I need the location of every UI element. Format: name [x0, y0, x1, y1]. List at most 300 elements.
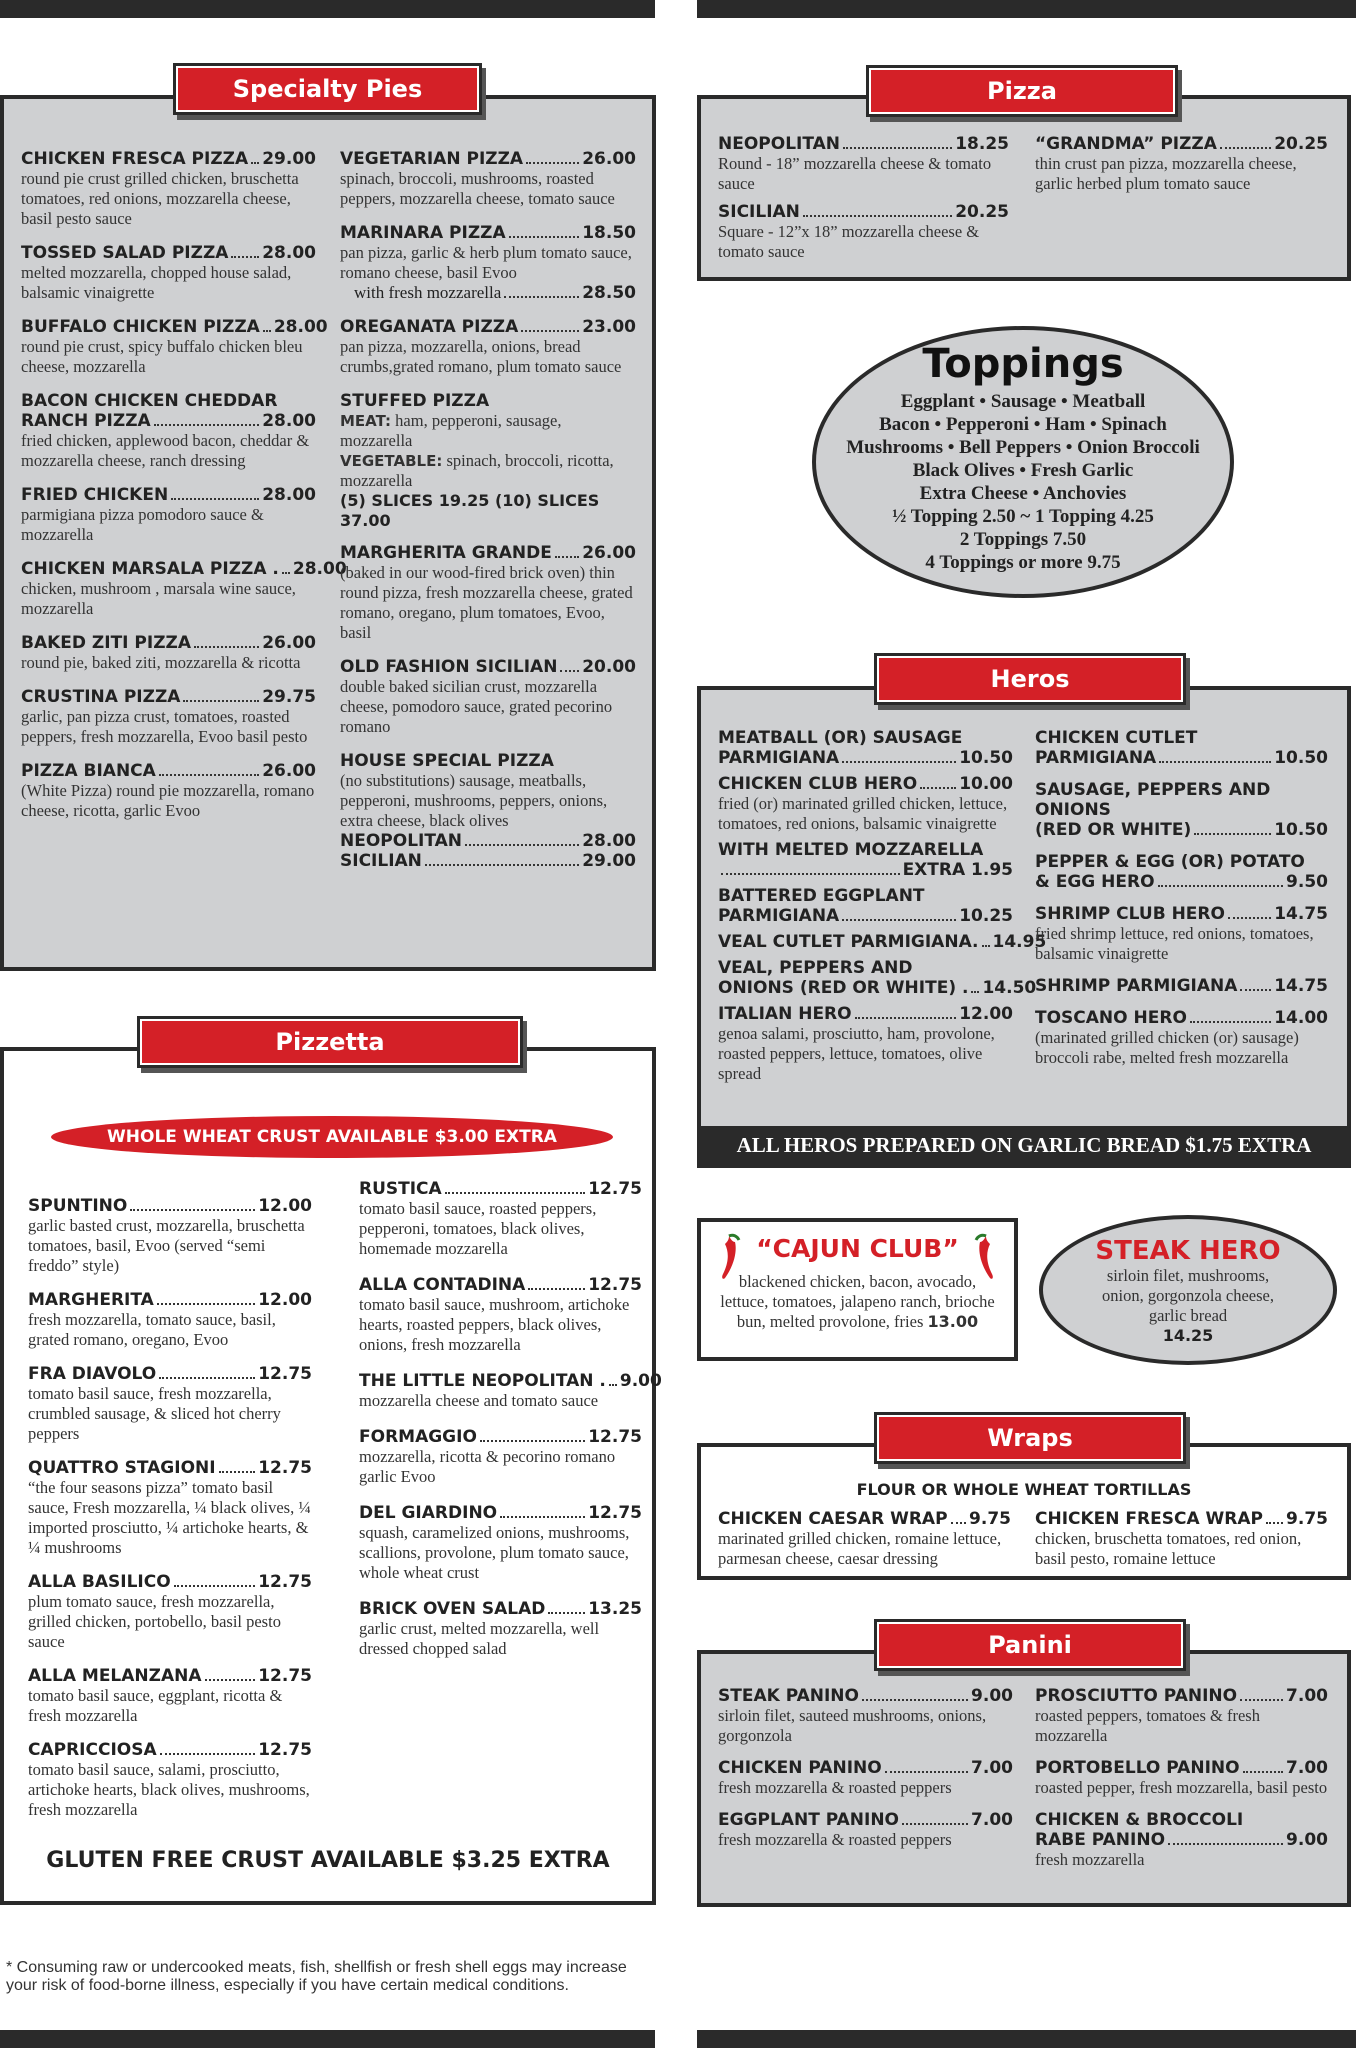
item-name-row: [718, 1810, 1013, 1830]
item-desc: “the four seasons pizza” tomato basil sauce, Fresh mozzarella, ¼ black olives, ¼ imported prosciutto, ¼ artichoke hearts, & ¼ mushrooms: [28, 1478, 311, 1557]
item-price: 14.50: [982, 978, 1037, 998]
item-desc: tomato basil sauce, mushroom, artichoke hearts, roasted peppers, black olives, onions, fresh mozzarella: [359, 1295, 630, 1354]
vegetable-desc: spinach, broccoli, ricotta, mozzarella: [340, 451, 614, 490]
item-price: 20.25: [1274, 134, 1328, 154]
item-name: CHICKEN CLUB HERO: [718, 774, 918, 794]
item-desc: garlic, pan pizza crust, tomatoes, roasted peppers, fresh mozzarella, Evoo basil pesto: [21, 707, 308, 746]
item-name: CHICKEN FRESCA WRAP: [1035, 1509, 1264, 1529]
pizza-right-column: [1035, 134, 1328, 206]
item-price: 18.25: [955, 134, 1009, 154]
item-name-row: [1035, 904, 1328, 924]
menu-item: [340, 657, 636, 737]
menu-item: [28, 1740, 312, 1820]
item-name: CHICKEN MARSALA PIZZA .: [21, 559, 279, 579]
item-name-row: [359, 1179, 642, 1199]
leader-dots: [205, 1679, 256, 1681]
leader-dots: [951, 1522, 966, 1524]
item-name-row: [1035, 1758, 1328, 1778]
item-name: ALLA MELANZANA: [28, 1666, 202, 1686]
menu-item: [359, 1371, 662, 1411]
leader-dots: [1168, 1843, 1283, 1845]
item-name: TOSSED SALAD PIZZA: [21, 243, 229, 263]
topping-line: Black Olives • Fresh Garlic: [912, 460, 1134, 481]
item-price: 26.00: [582, 149, 636, 169]
item-name-line: CHICKEN CUTLET: [1035, 728, 1198, 748]
item-name-row: [1035, 872, 1328, 892]
pizzetta-left-column: [28, 1196, 312, 1834]
menu-item: [1035, 1509, 1328, 1569]
item-name-row: [21, 411, 316, 431]
leader-dots: [609, 1384, 617, 1386]
item-name-row: [718, 906, 1013, 926]
specialty-left-column: [21, 149, 347, 835]
item-name-row: [340, 149, 636, 169]
item-name: ONIONS (RED OR WHITE) .: [718, 978, 969, 998]
panini-left-column: [718, 1686, 1013, 1862]
leader-dots: [159, 774, 259, 776]
menu-item: [21, 243, 316, 303]
leader-dots: [159, 1377, 255, 1379]
item-name-line: MEATBALL (OR) SAUSAGE: [718, 728, 963, 748]
item-desc: roasted peppers, tomatoes & fresh mozzarella: [1035, 1706, 1260, 1745]
item-desc: genoa salami, prosciutto, ham, provolone, roasted peppers, lettuce, tomatoes, olive spread: [718, 1024, 995, 1083]
vegetable-label: VEGETABLE:: [340, 452, 443, 470]
item-desc: fried chicken, applewood bacon, cheddar & mozzarella cheese, ranch dressing: [21, 431, 310, 470]
menu-item: [718, 202, 1009, 262]
item-name: CRUSTINA PIZZA: [21, 687, 181, 707]
item-name: ITALIAN HERO: [718, 1004, 852, 1024]
item-name-row: [28, 1364, 312, 1384]
item-price: 12.75: [258, 1572, 312, 1592]
heros-left-column: [718, 728, 1047, 1090]
pizzetta-panel: [0, 1047, 662, 1905]
item-desc: (baked in our wood-fired brick oven) thin round pizza, fresh mozzarella cheese, grated romano, oregano, plum tomatoes, Evoo, basil: [340, 563, 633, 642]
leader-dots: [1190, 1021, 1271, 1023]
menu-item: [21, 559, 347, 619]
item-price: 12.00: [959, 1004, 1013, 1024]
wraps-header: Wraps: [877, 1415, 1183, 1461]
topping-line: Bacon • Pepperoni • Ham • Spinach: [879, 414, 1167, 435]
item-name: BUFFALO CHICKEN PIZZA: [21, 317, 260, 337]
menu-item: [718, 1758, 1013, 1798]
steak-hero-price: 14.25: [1162, 1326, 1214, 1345]
steak-hero-desc: sirloin filet, mushrooms, onion, gorgonzola cheese, garlic bread: [1102, 1266, 1274, 1325]
extra-price: 28.50: [582, 283, 636, 303]
item-name: QUATTRO STAGIONI: [28, 1458, 216, 1478]
item-price: 7.00: [1286, 1758, 1328, 1778]
item-name-row: [359, 1503, 642, 1523]
leader-dots: [1266, 1522, 1283, 1524]
topping-line: 2 Toppings 7.50: [959, 529, 1087, 550]
item-name: CHICKEN FRESCA PIZZA: [21, 149, 249, 169]
meat-label: MEAT:: [340, 412, 392, 430]
item-name-row: [1035, 1008, 1328, 1028]
item-price: 26.00: [262, 761, 316, 781]
item-desc: tomato basil sauce, eggplant, ricotta & fresh mozzarella: [28, 1686, 283, 1725]
item-price: 10.50: [1274, 748, 1328, 768]
leader-dots: [263, 330, 271, 332]
menu-item: [718, 886, 1013, 926]
item-name: OLD FASHION SICILIAN: [340, 657, 558, 677]
leader-dots: [480, 1440, 585, 1442]
item-desc: squash, caramelized onions, mushrooms, scallions, provolone, plum tomato sauce, whole wheat crust: [359, 1523, 630, 1582]
item-name: FRA DIAVOLO: [28, 1364, 157, 1384]
leader-dots: [528, 1288, 585, 1290]
item-name-row: [718, 134, 1009, 154]
menu-item: [340, 223, 636, 303]
item-price: 14.75: [1274, 976, 1328, 996]
menu-item: [718, 1810, 1013, 1850]
item-name-line: BACON CHICKEN CHEDDAR: [21, 391, 278, 411]
item-price: 7.00: [971, 1758, 1013, 1778]
item-name-row: [359, 1427, 642, 1447]
item-name-row: [28, 1740, 312, 1760]
item-desc: fresh mozzarella, tomato sauce, basil, grated romano, oregano, Evoo: [28, 1310, 276, 1349]
item-name: MARGHERITA: [28, 1290, 154, 1310]
item-name-line: VEAL, PEPPERS AND: [718, 958, 913, 978]
item-name-row: [718, 1758, 1013, 1778]
item-price: 12.75: [258, 1666, 312, 1686]
slices-price: (5) SLICES 19.25 (10) SLICES 37.00: [340, 491, 600, 530]
item-name: SPUNTINO: [28, 1196, 128, 1216]
leader-dots: [862, 1699, 968, 1701]
pizzetta-right-column: [359, 1179, 662, 1675]
menu-item: [718, 1004, 1013, 1084]
item-desc: chicken, bruschetta tomatoes, red onion, basil pesto, romaine lettuce: [1035, 1529, 1302, 1568]
menu-item: [1035, 976, 1328, 996]
item-name: HOUSE SPECIAL PIZZA: [340, 751, 554, 771]
menu-item: [28, 1666, 312, 1726]
leader-dots: [885, 1771, 968, 1773]
item-name-row: [340, 223, 636, 243]
item-name: VEAL CUTLET PARMIGIANA.: [718, 932, 979, 952]
leader-dots: [504, 296, 579, 298]
topping-line: Mushrooms • Bell Peppers • Onion Broccoli: [846, 437, 1200, 458]
item-name-row: [28, 1572, 312, 1592]
item-price: 20.25: [955, 202, 1009, 222]
item-name-row: [21, 317, 328, 337]
menu-item: [718, 1686, 1013, 1746]
item-name-line: SAUSAGE, PEPPERS AND ONIONS: [1035, 780, 1271, 820]
item-desc: Round - 18” mozzarella cheese & tomato sauce: [718, 154, 992, 193]
item-price: 26.00: [582, 543, 636, 563]
item-desc: tomato basil sauce, roasted peppers, pepperoni, tomatoes, black olives, homemade mozzarella: [359, 1199, 597, 1258]
cajun-club-price: 13.00: [927, 1312, 979, 1331]
wraps-panel: [697, 1443, 1351, 1580]
item-price: 7.00: [971, 1810, 1013, 1830]
item-name: BAKED ZITI PIZZA: [21, 633, 192, 653]
item-name-line: BATTERED EGGPLANT: [718, 886, 925, 906]
cajun-club-box: [697, 1218, 1018, 1361]
item-desc: melted mozzarella, chopped house salad, balsamic vinaigrette: [21, 263, 292, 302]
item-desc: thin crust pan pizza, mozzarella cheese, garlic herbed plum tomato sauce: [1035, 154, 1297, 193]
item-name-row: [21, 633, 316, 653]
item-desc: parmigiana pizza pomodoro sauce & mozzarella: [21, 505, 264, 544]
item-desc: plum tomato sauce, fresh mozzarella, grilled chicken, portobello, basil pesto sauce: [28, 1592, 281, 1651]
item-price: 12.75: [588, 1427, 642, 1447]
topping-line: 4 Toppings or more 9.75: [925, 552, 1121, 573]
menu-item: [28, 1196, 312, 1276]
item-name: FORMAGGIO: [359, 1427, 477, 1447]
item-name-row: [718, 932, 1047, 952]
item-name-row: [1035, 820, 1328, 840]
item-name-row: [359, 1275, 642, 1295]
item-name: FRIED CHICKEN: [21, 485, 169, 505]
item-name: RABE PANINO: [1035, 1830, 1166, 1850]
house-sicilian: SICILIAN 29.00: [340, 851, 636, 871]
item-price: 9.00: [1286, 1830, 1328, 1850]
item-price: 9.75: [969, 1509, 1011, 1529]
menu-item: [718, 134, 1009, 194]
panini-right-column: [1035, 1686, 1328, 1882]
menu-item: [1035, 852, 1328, 892]
item-name: SICILIAN: [718, 202, 800, 222]
item-name-row: [1035, 1830, 1328, 1850]
menu-item: [1035, 134, 1328, 194]
item-name-row: [21, 149, 316, 169]
leader-dots: [282, 572, 290, 574]
meat-desc: ham, pepperoni, sausage, mozzarella: [340, 411, 562, 450]
item-price: 10.00: [959, 774, 1013, 794]
item-name: PIZZA BIANCA: [21, 761, 156, 781]
item-desc: garlic basted crust, mozzarella, bruschetta tomatoes, basil, Evoo (served “semi freddo” style): [28, 1216, 305, 1275]
bottom-bar-left: [0, 2030, 655, 2048]
item-name: RANCH PIZZA: [21, 411, 151, 431]
house-neopolitan: NEOPOLITAN 28.00: [340, 831, 636, 851]
item-name-row: [718, 1686, 1013, 1706]
item-desc: mozzarella, ricotta & pecorino romano garlic Evoo: [359, 1447, 616, 1486]
menu-item: [340, 317, 636, 377]
item-price: 12.00: [258, 1196, 312, 1216]
menu-item: [21, 485, 316, 545]
item-price: 26.00: [262, 633, 316, 653]
item-price: 12.75: [258, 1458, 312, 1478]
menu-item: [28, 1364, 312, 1444]
leader-dots: [1228, 917, 1271, 919]
item-name-row: [718, 1509, 1011, 1529]
menu-item: [1035, 1810, 1328, 1870]
item-name: THE LITTLE NEOPOLITAN .: [359, 1371, 606, 1391]
item-desc: spinach, broccoli, mushrooms, roasted peppers, mozzarella cheese, tomato sauce: [340, 169, 615, 208]
item-desc: chicken, mushroom , marsala wine sauce, mozzarella: [21, 579, 296, 618]
menu-item: [28, 1290, 312, 1350]
leader-dots: [842, 919, 956, 921]
menu-item: [359, 1599, 642, 1659]
menu-item: [1035, 1758, 1328, 1798]
item-price: 12.75: [258, 1364, 312, 1384]
item-price: 12.00: [258, 1290, 312, 1310]
cajun-club-title: “CAJUN CLUB”: [756, 1234, 959, 1263]
menu-item: [718, 728, 1013, 768]
item-desc: fried shrimp lettuce, red onions, tomatoes, balsamic vinaigrette: [1035, 924, 1314, 963]
leader-dots: [1158, 885, 1283, 887]
house-special-pizza: [340, 751, 636, 871]
panini-panel: [697, 1650, 1351, 1907]
leader-dots: [1240, 989, 1271, 991]
item-name: DEL GIARDINO: [359, 1503, 498, 1523]
menu-item: [359, 1427, 642, 1487]
item-name-row: [28, 1666, 312, 1686]
item-name-row: [340, 657, 636, 677]
heros-panel: [697, 686, 1351, 1168]
item-desc: pan pizza, garlic & herb plum tomato sauce, romano cheese, basil Evoo: [340, 243, 632, 282]
toppings-title: Toppings: [922, 341, 1124, 387]
item-desc: Square - 12”x 18” mozzarella cheese & tomato sauce: [718, 222, 980, 261]
menu-item: [1035, 904, 1328, 964]
item-price: 12.75: [588, 1503, 642, 1523]
item-name-line: PEPPER & EGG (OR) POTATO: [1035, 852, 1305, 872]
item-name: OREGANATA PIZZA: [340, 317, 519, 337]
item-name-row: [21, 687, 316, 707]
item-name-row: [718, 978, 1037, 998]
stuffed-pizza: [340, 391, 636, 531]
leader-dots: [1220, 147, 1271, 149]
cajun-club-desc: blackened chicken, bacon, avocado, lettuce, tomatoes, jalapeno ranch, brioche bun, melted provolone, fries: [720, 1272, 995, 1331]
menu-item: [718, 840, 1013, 880]
gluten-free-note: GLUTEN FREE CRUST AVAILABLE $3.25 EXTRA: [46, 1848, 610, 1873]
item-name: EGGPLANT PANINO: [718, 1810, 899, 1830]
item-desc: fried (or) marinated grilled chicken, lettuce, tomatoes, red onions, balsamic vinaigrette: [718, 794, 1008, 833]
item-name: STEAK PANINO: [718, 1686, 859, 1706]
item-desc: double baked sicilian crust, mozzarella cheese, pomodoro sauce, grated pecorino romano: [340, 677, 613, 736]
item-name: & EGG HERO: [1035, 872, 1155, 892]
item-desc: round pie crust grilled chicken, bruschetta tomatoes, red onions, mozzarella cheese, basil pesto sauce: [21, 169, 299, 228]
menu-item: [21, 391, 316, 471]
topping-line: Extra Cheese • Anchovies: [919, 483, 1127, 504]
menu-item: [1035, 728, 1328, 768]
item-desc: tomato basil sauce, salami, prosciutto, artichoke hearts, black olives, mushrooms, fresh mozzarella: [28, 1760, 310, 1819]
menu-item: [21, 149, 316, 229]
item-name: PORTOBELLO PANINO: [1035, 1758, 1240, 1778]
leader-dots: [843, 147, 952, 149]
leader-dots: [855, 1017, 957, 1019]
heros-right-column: [1035, 728, 1328, 1080]
menu-item: [718, 774, 1013, 834]
leader-dots: [130, 1209, 255, 1211]
specialty-pies-panel: [0, 95, 656, 971]
item-name-row: [1035, 976, 1328, 996]
item-name-row: [1035, 748, 1328, 768]
leader-dots: [902, 1823, 968, 1825]
wraps-right-column: [1035, 1509, 1328, 1581]
item-desc: pan pizza, mozzarella, onions, bread crumbs,grated romano, plum tomato sauce: [340, 337, 622, 376]
menu-item: [340, 149, 636, 209]
leader-dots: [1243, 1771, 1283, 1773]
pizza-panel: [697, 95, 1351, 281]
specialty-right-column: [340, 149, 636, 883]
item-price: 10.25: [959, 906, 1013, 926]
item-desc: garlic crust, melted mozzarella, well dressed chopped salad: [359, 1619, 600, 1658]
panini-header: Panini: [877, 1622, 1183, 1668]
leader-dots: [219, 1471, 256, 1473]
item-price: 9.00: [971, 1686, 1013, 1706]
item-desc: marinated grilled chicken, romaine lettuce, parmesan cheese, caesar dressing: [718, 1529, 1002, 1568]
item-price: EXTRA 1.95: [902, 860, 1013, 880]
item-name-row: [340, 317, 636, 337]
health-disclaimer: * Consuming raw or undercooked meats, fish, shellfish or fresh shell eggs may increase your risk of food-borne illness, especially if you have certain medical conditions.: [6, 1959, 627, 1994]
item-price: 14.95: [992, 932, 1047, 952]
item-name-row: [1035, 1509, 1328, 1529]
item-price: 28.00: [273, 317, 328, 337]
item-name: “GRANDMA” PIZZA: [1035, 134, 1217, 154]
item-name-row: [1035, 134, 1328, 154]
extra-label: with fresh mozzarella: [354, 283, 502, 302]
wraps-subtitle: FLOUR OR WHOLE WHEAT TORTILLAS: [856, 1480, 1192, 1499]
item-name-row: [28, 1290, 312, 1310]
menu-item: [28, 1572, 312, 1652]
leader-dots: [157, 1303, 255, 1305]
item-name: STUFFED PIZZA: [340, 391, 490, 411]
heros-header: Heros: [877, 656, 1183, 702]
item-name: PARMIGIANA: [1035, 748, 1157, 768]
toppings-oval: [812, 326, 1234, 598]
pizzetta-header: Pizzetta: [140, 1019, 520, 1065]
item-extra: [340, 283, 636, 303]
item-desc: sirloin filet, sauteed mushrooms, onions, gorgonzola: [718, 1706, 987, 1745]
item-desc: mozzarella cheese and tomato sauce: [359, 1391, 599, 1410]
leader-dots: [982, 945, 990, 947]
leader-dots: [500, 1516, 585, 1518]
item-desc: fresh mozzarella: [1035, 1850, 1145, 1869]
menu-item: [359, 1179, 642, 1259]
item-price: 13.25: [588, 1599, 642, 1619]
steak-hero-oval: [1039, 1215, 1337, 1365]
topping-line: ½ Topping 2.50 ~ 1 Topping 4.25: [892, 506, 1154, 527]
item-price: 29.00: [262, 149, 316, 169]
menu-item: [28, 1458, 312, 1558]
pizza-header: Pizza: [869, 68, 1175, 114]
item-price: 18.50: [582, 223, 636, 243]
leader-dots: [971, 991, 979, 993]
item-desc: roasted pepper, fresh mozzarella, basil pesto: [1035, 1778, 1328, 1797]
item-name: PARMIGIANA: [718, 906, 840, 926]
leader-dots: [1240, 1699, 1283, 1701]
menu-item: [1035, 1008, 1328, 1068]
item-name-row: [1035, 1686, 1328, 1706]
leader-dots: [521, 330, 579, 332]
item-name-row: [28, 1458, 312, 1478]
item-price: 7.00: [1286, 1686, 1328, 1706]
item-desc: (no substitutions) sausage, meatballs, pepperoni, mushrooms, peppers, onions, extra cheese, black olives: [340, 771, 608, 830]
bottom-bar-right: [697, 2030, 1356, 2048]
leader-dots: [509, 236, 580, 238]
item-price: 14.75: [1274, 904, 1328, 924]
item-price: 28.00: [262, 243, 316, 263]
leader-dots: [160, 1753, 256, 1755]
item-name: SHRIMP PARMIGIANA: [1035, 976, 1238, 996]
item-price: 12.75: [258, 1740, 312, 1760]
item-price: 23.00: [582, 317, 636, 337]
item-desc: fresh mozzarella & roasted peppers: [718, 1778, 952, 1797]
item-name-line: CHICKEN & BROCCOLI: [1035, 1810, 1244, 1830]
item-name-line: WITH MELTED MOZZARELLA: [718, 840, 984, 860]
item-name-row: [718, 748, 1013, 768]
leader-dots: [251, 162, 259, 164]
menu-item: [718, 958, 1037, 998]
menu-item: [21, 687, 316, 747]
menu-item: [359, 1503, 642, 1583]
item-name: PARMIGIANA: [718, 748, 840, 768]
item-desc: fresh mozzarella & roasted peppers: [718, 1830, 952, 1849]
whole-wheat-banner: WHOLE WHEAT CRUST AVAILABLE $3.00 EXTRA: [51, 1116, 613, 1158]
leader-dots: [445, 1192, 586, 1194]
item-name-row: [28, 1196, 312, 1216]
item-name: MARGHERITA GRANDE: [340, 543, 552, 563]
wraps-left-column: [718, 1509, 1011, 1581]
menu-item: [1035, 1686, 1328, 1746]
leader-dots: [194, 646, 259, 648]
leader-dots: [721, 873, 900, 875]
